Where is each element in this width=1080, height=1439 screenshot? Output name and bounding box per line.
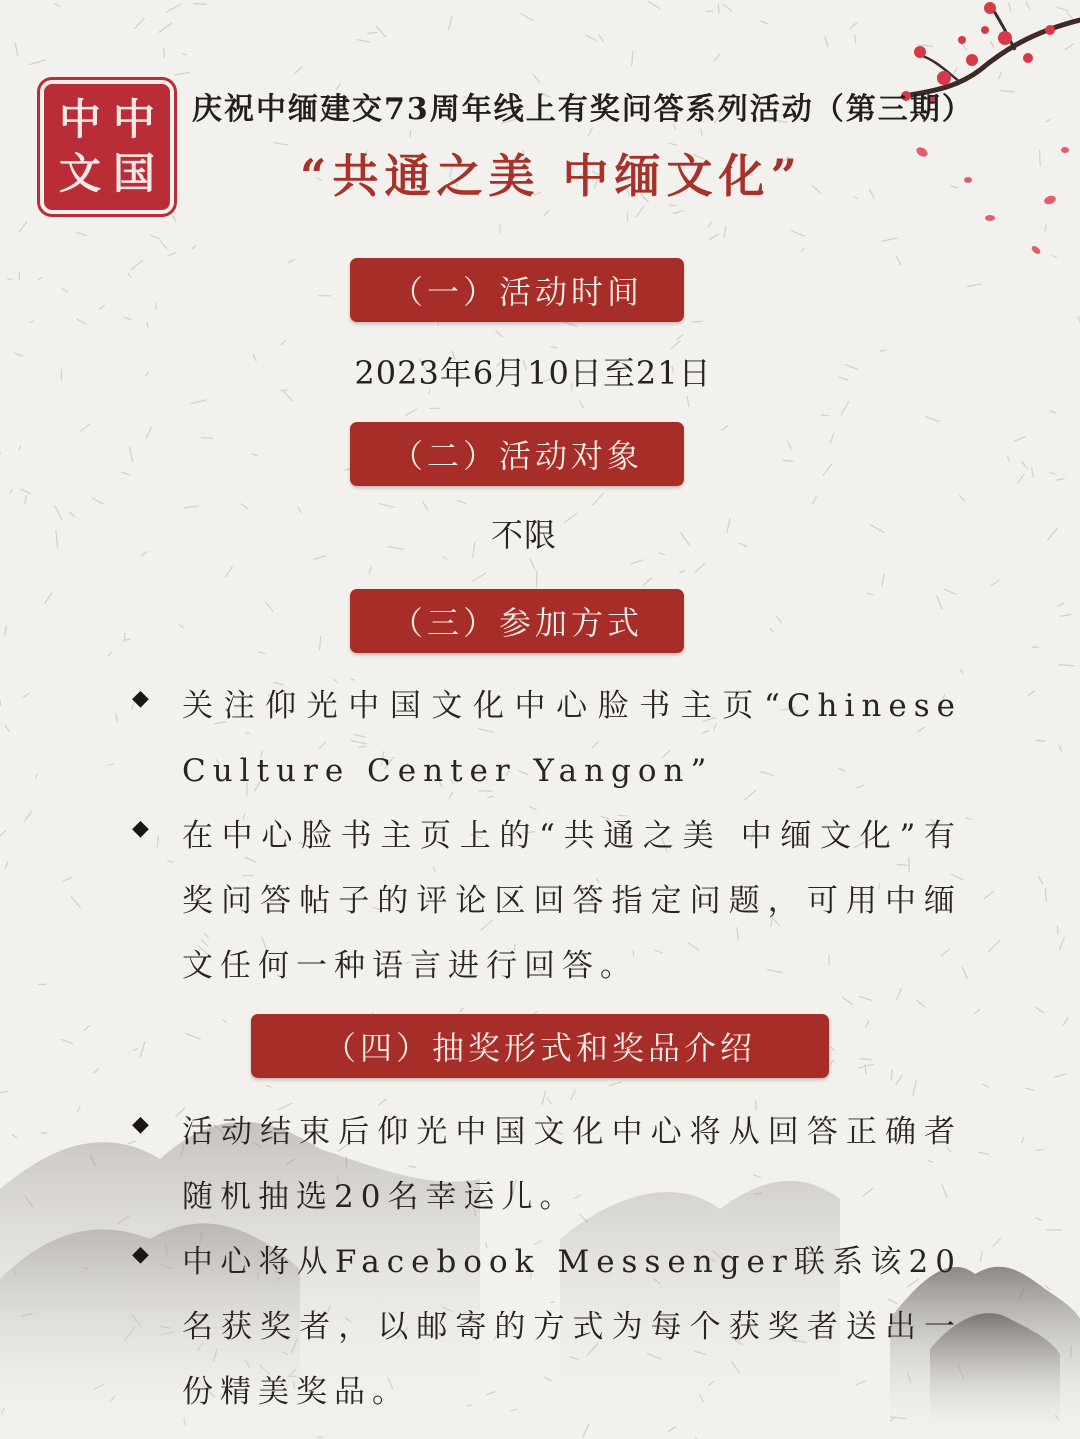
paper-fiber [534, 75, 540, 83]
paper-fiber [721, 426, 728, 431]
paper-fiber [496, 331, 503, 337]
paper-fiber [677, 335, 683, 340]
event-title: “共通之美 中缅文化” [300, 149, 803, 203]
paper-fiber [24, 811, 31, 821]
paper-fiber [1060, 665, 1074, 666]
paper-fiber [1039, 877, 1043, 884]
diamond-bullet-icon: ◆ [132, 816, 149, 841]
paper-fiber [449, 17, 453, 30]
paper-fiber [184, 506, 198, 508]
paper-fiber [631, 560, 643, 564]
paper-fiber [530, 559, 535, 569]
paper-fiber [1035, 1007, 1043, 1013]
paper-fiber [1057, 925, 1058, 933]
paper-fiber [841, 402, 848, 415]
paper-fiber [1018, 474, 1024, 483]
paper-fiber [164, 49, 165, 58]
paper-fiber [130, 447, 133, 462]
paper-fiber [160, 241, 166, 249]
paper-fiber [0, 453, 1, 460]
paper-fiber [298, 508, 301, 513]
paper-fiber [6, 862, 8, 868]
paper-fiber [63, 878, 71, 882]
paper-fiber [637, 206, 644, 217]
paper-fiber [69, 512, 75, 517]
paper-fiber [1050, 411, 1056, 413]
paper-fiber [259, 652, 265, 654]
paper-fiber [24, 694, 29, 698]
paper-fiber [776, 616, 781, 623]
paper-fiber [288, 260, 295, 263]
paper-fiber [975, 1010, 980, 1014]
paper-fiber [472, 573, 485, 582]
paper-fiber [1014, 437, 1025, 441]
paper-fiber [813, 496, 817, 504]
paper-fiber [659, 553, 665, 555]
paper-fiber [147, 322, 148, 327]
paper-fiber [723, 4, 732, 11]
paper-fiber [695, 563, 705, 573]
seal-char: 文 [58, 149, 101, 198]
paper-fiber [128, 273, 131, 277]
participation-item [132, 674, 962, 804]
paper-fiber [71, 896, 80, 907]
paper-fiber [266, 602, 273, 611]
paper-fiber [845, 365, 857, 370]
paper-fiber [151, 235, 159, 238]
paper-fiber [0, 701, 1, 705]
paper-fiber [159, 23, 171, 32]
paper-fiber [1059, 745, 1062, 751]
paper-fiber [241, 504, 248, 509]
paper-fiber [1032, 468, 1034, 478]
paper-fiber [376, 26, 386, 37]
paper-fiber [77, 319, 86, 324]
paper-fiber [0, 831, 5, 839]
prize-item [132, 1100, 962, 1230]
paper-fiber [314, 556, 326, 560]
paper-fiber [791, 231, 804, 237]
paper-fiber [225, 566, 232, 577]
paper-fiber [320, 637, 321, 651]
event-series-heading: 庆祝中缅建交73周年线上有奖问答系列活动（第三期） [192, 92, 974, 127]
paper-fiber [459, 1009, 463, 1012]
paper-fiber [19, 222, 27, 232]
paper-fiber [586, 35, 596, 40]
paper-fiber [29, 60, 44, 65]
paper-fiber [92, 498, 103, 504]
paper-fiber [739, 543, 746, 546]
paper-fiber [182, 54, 186, 55]
paper-fiber [8, 279, 12, 280]
paper-fiber [589, 128, 593, 135]
paper-fiber [253, 355, 256, 362]
paper-fiber [179, 625, 183, 628]
paper-fiber [1028, 691, 1035, 696]
prize-text: 活动结束后仰光中国文化中心将从回答正确者随机抽选20名幸运儿。 [182, 1114, 962, 1215]
paper-fiber [770, 629, 773, 632]
paper-fiber [867, 593, 873, 595]
paper-fiber [116, 714, 118, 721]
paper-fiber [944, 589, 956, 594]
paper-fiber [1036, 740, 1045, 741]
paper-fiber [55, 506, 62, 520]
paper-fiber [192, 246, 196, 249]
paper-fiber [56, 531, 58, 547]
paper-fiber [823, 464, 831, 475]
section-heading-prizes: （四）抽奖形式和奖品介绍 [251, 1014, 829, 1078]
paper-fiber [718, 4, 719, 12]
paper-fiber [146, 427, 151, 438]
paper-fiber [122, 472, 131, 475]
paper-fiber [593, 494, 604, 506]
paper-fiber [21, 489, 30, 494]
paper-fiber [870, 525, 884, 533]
paper-fiber [882, 574, 885, 587]
paper-fiber [681, 533, 690, 545]
paper-fiber [632, 52, 633, 66]
section-heading-time: （一）活动时间 [350, 258, 684, 322]
cultural-center-seal-logo [40, 80, 174, 214]
diamond-bullet-icon: ◆ [132, 1112, 149, 1137]
paper-fiber [134, 18, 144, 28]
paper-fiber [937, 596, 942, 609]
paper-fiber [673, 211, 683, 214]
paper-fiber [801, 249, 804, 252]
paper-fiber [295, 67, 302, 74]
paper-fiber [274, 143, 287, 145]
paper-fiber [141, 552, 147, 556]
paper-fiber [252, 454, 256, 456]
paper-fiber [357, 40, 370, 42]
paper-fiber [724, 227, 726, 237]
paper-fiber [962, 967, 968, 979]
paper-fiber [369, 566, 371, 574]
paper-fiber [783, 460, 793, 461]
prize-text: 中心将从Facebook Messenger联系该20名获奖者，以邮寄的方式为每个获奖者送出一份精美奖品。 [182, 1244, 962, 1410]
paper-fiber [989, 940, 1000, 951]
paper-fiber [709, 234, 718, 240]
paper-fiber [19, 446, 21, 450]
paper-fiber [680, 570, 685, 572]
paper-fiber [708, 222, 711, 227]
participation-text: 关注仰光中国文化中心脸书主页“Chinese Culture Center Yangon” [182, 688, 962, 789]
paper-fiber [62, 289, 68, 292]
paper-fiber [76, 232, 87, 235]
paper-fiber [131, 260, 143, 269]
paper-fiber [15, 353, 22, 356]
paper-fiber [831, 433, 834, 442]
paper-fiber [825, 37, 828, 47]
paper-fiber [81, 424, 90, 431]
paper-fiber [38, 277, 42, 279]
paper-fiber [35, 774, 37, 778]
paper-fiber [1045, 889, 1046, 902]
paper-fiber [761, 21, 768, 24]
paper-fiber [1008, 456, 1010, 461]
participation-text: 在中心脸书主页上的“共通之美 中缅文化”有奖问答帖子的评论区回答指定问题，可用中缅文任何一种语言进行回答。 [182, 818, 962, 984]
paper-fiber [544, 211, 549, 216]
section-heading-participation: （三）参加方式 [350, 589, 684, 653]
paper-fiber [109, 764, 113, 765]
paper-fiber [917, 1000, 925, 1007]
paper-fiber [926, 417, 940, 422]
section-heading-audience: （二）活动对象 [350, 422, 684, 486]
paper-fiber [1060, 938, 1065, 950]
paper-fiber [406, 409, 417, 415]
paper-fiber [191, 400, 206, 403]
paper-fiber [701, 129, 702, 135]
paper-fiber [55, 4, 60, 6]
paper-fiber [201, 438, 212, 439]
paper-fiber [380, 504, 395, 508]
paper-fiber [175, 72, 190, 75]
seal-char: 中 [58, 95, 101, 144]
paper-fiber [172, 216, 176, 222]
paper-fiber [423, 502, 428, 510]
paper-fiber [580, 402, 583, 408]
paper-fiber [991, 581, 999, 586]
paper-fiber [563, 322, 577, 327]
paper-fiber [457, 500, 466, 503]
paper-fiber [1059, 603, 1064, 607]
paper-fiber [283, 390, 293, 401]
paper-fiber [5, 726, 9, 732]
paper-fiber [15, 43, 18, 56]
paper-fiber [1060, 615, 1071, 617]
paper-fiber [124, 633, 125, 641]
paper-fiber [193, 4, 206, 5]
paper-fiber [687, 397, 689, 407]
paper-fiber [727, 519, 730, 533]
paper-fiber [599, 35, 603, 42]
paper-fiber [966, 818, 972, 820]
diamond-bullet-icon: ◆ [132, 686, 149, 711]
paper-fiber [839, 377, 847, 380]
seal-char: 中 [112, 95, 155, 144]
paper-fiber [168, 253, 176, 256]
paper-fiber [10, 490, 13, 494]
paper-fiber [100, 306, 105, 309]
paper-fiber [648, 1, 659, 8]
paper-fiber [25, 495, 27, 503]
paper-fiber [108, 653, 112, 656]
paper-fiber [959, 496, 964, 501]
paper-fiber [167, 4, 181, 12]
paper-fiber [30, 321, 34, 322]
paper-fiber [643, 578, 652, 586]
paper-fiber [1048, 528, 1058, 540]
diamond-bullet-icon: ◆ [132, 1242, 149, 1267]
paper-fiber [146, 372, 149, 377]
paper-fiber [1050, 473, 1055, 474]
event-audience: 不限 [490, 516, 557, 554]
prize-item [132, 1230, 962, 1410]
event-dates: 2023年6月10日至21日 [354, 354, 712, 392]
paper-fiber [389, 547, 403, 550]
paper-fiber [45, 593, 51, 603]
paper-fiber [984, 891, 994, 899]
seal-char: 国 [112, 149, 155, 198]
paper-fiber [521, 14, 533, 21]
paper-fiber [124, 639, 130, 640]
paper-fiber [788, 442, 792, 449]
plum-blossom-branch-icon [840, 0, 1080, 300]
paper-fiber [714, 54, 720, 61]
paper-fiber [1022, 462, 1028, 469]
paper-fiber [880, 350, 886, 351]
paper-fiber [124, 317, 131, 320]
paper-fiber [5, 626, 6, 636]
participation-item [132, 804, 962, 999]
paper-fiber [281, 341, 285, 345]
paper-fiber [1056, 479, 1064, 481]
paper-fiber [443, 557, 447, 559]
paper-fiber [368, 33, 377, 34]
